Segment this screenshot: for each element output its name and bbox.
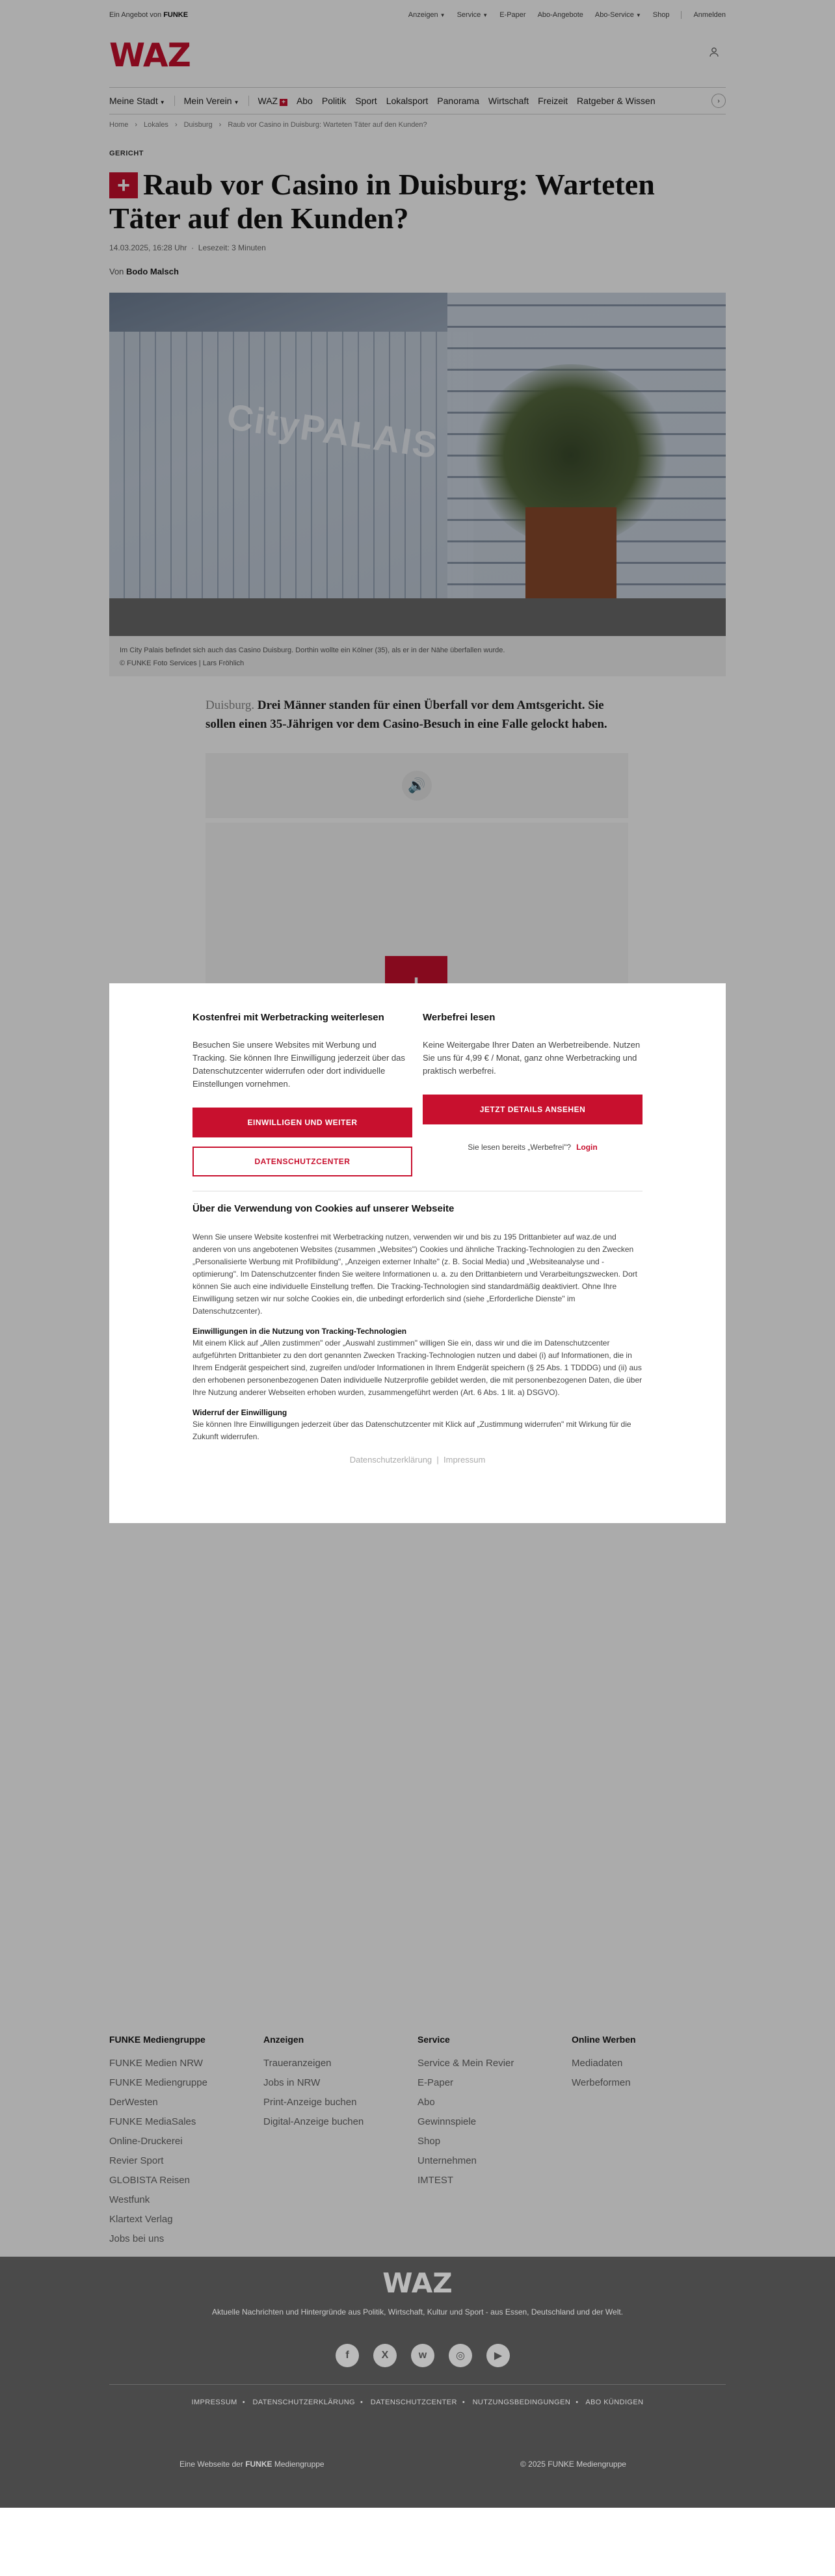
accept-button[interactable]: EINWILLIGEN UND WEITER [192, 1108, 412, 1137]
toplink-shop[interactable]: Shop [652, 11, 670, 19]
whatsapp-icon[interactable]: w [411, 2344, 434, 2367]
toplink-epaper[interactable]: E-Paper [499, 11, 526, 19]
x-icon[interactable]: X [373, 2344, 397, 2367]
footer-link[interactable]: Abo [418, 2097, 435, 2108]
article-date: 14.03.2025, 16:28 Uhr [109, 243, 187, 252]
photo-caption: Im City Palais befindet sich auch das Casino Duisburg. Dorthin wollte ein Kölner (35), als er in der Nähe überfallen wurde. © FUNKE Foto Services | Lars Fröhlich [109, 636, 726, 676]
legal-privacy[interactable]: DATENSCHUTZERKLÄRUNG [252, 2398, 355, 2406]
photo-sign-text: CityPALAIS [224, 395, 441, 466]
footer-link[interactable]: FUNKE Medien NRW [109, 2058, 203, 2069]
chevron-down-icon: ▼ [159, 100, 165, 105]
article-author: Von Bodo Malsch [109, 267, 179, 276]
article-title: + Raub vor Casino in Duisburg: Warteten Täter auf den Kunden? [109, 168, 655, 235]
footer-link[interactable]: IMTEST [418, 2175, 453, 2186]
footer-link[interactable]: FUNKE MediaSales [109, 2116, 196, 2127]
footer-link[interactable]: Digital-Anzeige buchen [263, 2116, 364, 2127]
legal-cancel[interactable]: ABO KÜNDIGEN [585, 2398, 644, 2406]
page-bottom [0, 2508, 835, 2576]
article-meta: 14.03.2025, 16:28 Uhr · Lesezeit: 3 Minuten [109, 243, 266, 252]
nav-item-politik[interactable]: Politik [321, 96, 347, 106]
chevron-down-icon: ▼ [483, 12, 488, 18]
chevron-down-icon: ▼ [233, 100, 239, 105]
legal-terms[interactable]: NUTZUNGSBEDINGUNGEN [472, 2398, 571, 2406]
cookie-section-title: Über die Verwendung von Cookies auf unserer Webseite [192, 1203, 455, 1214]
toplink-abo-angebote[interactable]: Abo-Angebote [537, 11, 583, 19]
login-link[interactable]: Anmelden [693, 11, 726, 19]
youtube-icon[interactable]: ▶ [486, 2344, 510, 2367]
plus-icon: + [109, 172, 138, 198]
footer-link[interactable]: Westfunk [109, 2194, 150, 2205]
plus-badge: + [280, 99, 287, 106]
cookie-paragraph: Wenn Sie unsere Website kostenfrei mit Werbetracking nutzen, verwenden wir und bis zu 195 Drittanbieter auf waz.de und anderen von uns angebotenen Websites (zusammen „Websites") Cookies und ähnliche Tracking-Technologien zu den Zwecken „Personalisierte Werbung mit Profilbildung", „Anzeigen externer Inhalte" (z. B. Social Media) und „Websiteanalyse und -optimierung". Im Datenschutzcenter finden Sie weitere Informationen u. a. zu den Drittanbietern und Verarbeitungszwecken. Dort können Sie auch eine individuelle Einstellung treffen. Die Tracking-Technologien sind standardmäßig deaktiviert. Ohne Ihre Einwilligung setzen wir nur solche Cookies ein, die unbedingt erforderlich sind (siehe „Erforderliche Dienste" im Datenschutzcenter). [192, 1232, 637, 1316]
breadcrumb-home[interactable]: Home [109, 121, 129, 129]
cookie-subheading: Einwilligungen in die Nutzung von Tracking-Technologien [192, 1327, 407, 1336]
footer-link[interactable]: E-Paper [418, 2077, 454, 2088]
nav-item-sport[interactable]: Sport [355, 96, 377, 106]
footer-link[interactable]: Traueranzeigen [263, 2058, 332, 2069]
footer-link[interactable]: DerWesten [109, 2097, 158, 2108]
nav-item-wirtschaft[interactable]: Wirtschaft [488, 96, 529, 106]
reading-time: Lesezeit: 3 Minuten [198, 243, 266, 252]
footer-col-werben: Online Werben Mediadaten Werbeformen [572, 2034, 726, 2249]
footer-link[interactable]: Jobs bei uns [109, 2233, 165, 2244]
cookie-paragraph: Mit einem Klick auf „Allen zustimmen" oder „Auswahl zustimmen" willigen Sie ein, dass wir und die im Datenschutzcenter aufgeführten Drittanbieter zu den dort genannten Zwecken Tracking-Technologien nutzen und dabei (i) auf Informationen, die in Ihrem Endgerät gespeichert sind, zugreifen und/oder Informationen in Ihrem Endgerät speichern (§ 25 Abs. 1 TDDDG) und (ii) aus den erhobenen personenbezogenen Daten individuelle Nutzerprofile gebildet werden, die mit personenbezogenen Daten, die über Ihre Nutzung anderer Webseiten erhoben wurden, zusammengeführt werden (Art. 6 Abs. 1 lit. a) DSGVO). [192, 1338, 643, 1397]
divider [109, 2384, 726, 2385]
nav-item-panorama[interactable]: Panorama [437, 96, 479, 106]
footer-link[interactable]: Shop [418, 2136, 441, 2147]
nav-item-freizeit[interactable]: Freizeit [538, 96, 568, 106]
nav-item-lokalsport[interactable]: Lokalsport [386, 96, 429, 106]
footer-link[interactable]: FUNKE Mediengruppe [109, 2077, 207, 2088]
footer-link[interactable]: Unternehmen [418, 2155, 477, 2166]
chevron-right-icon[interactable]: › [711, 94, 726, 108]
legal-imprint[interactable]: IMPRESSUM [191, 2398, 237, 2406]
footer-link[interactable]: Klartext Verlag [109, 2214, 173, 2225]
toplink-abo-service[interactable]: Abo-Service ▼ [594, 11, 641, 19]
instagram-icon[interactable]: ◎ [449, 2344, 472, 2367]
nav-item-mein-verein[interactable]: Mein Verein ▼ [183, 96, 239, 106]
cookie-paragraph: Sie können Ihre Einwilligungen jederzeit über das Datenschutzcenter mit Klick auf „Zustimmung widerrufen" mit Wirkung für die Zukunft widerrufen. [192, 1420, 631, 1441]
waz-logo[interactable]: WAZ [109, 36, 191, 74]
modal-footer-links: Datenschutzerklärung | Impressum [349, 1455, 486, 1465]
breadcrumb: Home › Lokales › Duisburg › Raub vor Casino in Duisburg: Warteten Täter auf den Kunden? [109, 121, 427, 129]
privacy-link[interactable]: Datenschutzerklärung [349, 1455, 432, 1465]
article-lead: Duisburg. Drei Männer standen für einen Überfall vor dem Amtsgericht. Sie sollen einen 35-Jährigen vor dem Casino-Besuch in eine Falle gelockt haben. [205, 698, 607, 731]
chevron-down-icon: ▼ [635, 12, 641, 18]
consent-right-text: Keine Weitergabe Ihrer Daten an Werbetreibende. Nutzen Sie uns für 4,99 € / Monat, ganz ohne Werbetracking und praktisch werbefrei. [423, 1040, 641, 1076]
footer-link[interactable]: Online-Druckerei [109, 2136, 183, 2147]
privacy-center-button[interactable]: DATENSCHUTZCENTER [192, 1147, 412, 1176]
nav-item-ratgeber[interactable]: Ratgeber & Wissen [577, 96, 656, 106]
nav-item-waz-plus[interactable]: WAZ + [258, 96, 287, 106]
cookie-subheading: Widerruf der Einwilligung [192, 1408, 287, 1417]
nav-item-meine-stadt[interactable]: Meine Stadt ▼ [109, 96, 165, 106]
offer-note: Ein Angebot von FUNKE [109, 11, 189, 19]
copyright: © 2025 FUNKE Mediengruppe [520, 2460, 626, 2469]
footer-logo[interactable]: WAZ [382, 2267, 453, 2299]
footer-link[interactable]: Mediadaten [572, 2058, 623, 2069]
breadcrumb-lokales[interactable]: Lokales [144, 121, 168, 129]
legal-privacy-center[interactable]: DATENSCHUTZCENTER [370, 2398, 457, 2406]
social-links [336, 2344, 510, 2367]
toplink-anzeigen[interactable]: Anzeigen ▼ [408, 11, 445, 19]
footer-tagline: Aktuelle Nachrichten und Hintergründe aus Politik, Wirtschaft, Kultur und Sport - aus Essen, Deutschland und der Welt. [211, 2307, 624, 2317]
footer-link[interactable]: Print-Anzeige buchen [263, 2097, 357, 2108]
site-footer [0, 2257, 835, 2508]
footer-link[interactable]: GLOBISTA Reisen [109, 2175, 190, 2186]
login-link[interactable]: Login [576, 1143, 598, 1152]
footer-link[interactable]: Jobs in NRW [263, 2077, 321, 2088]
funke-brand[interactable]: FUNKE [163, 11, 189, 19]
footer-owner: Eine Webseite der FUNKE Mediengruppe [179, 2460, 325, 2469]
footer-link[interactable]: Werbeformen [572, 2077, 631, 2088]
legal-links: IMPRESSUM • DATENSCHUTZERKLÄRUNG • DATENSCHUTZCENTER • NUTZUNGSBEDINGUNGEN • ABO KÜNDIGEN [191, 2398, 644, 2406]
footer-links [109, 2034, 726, 2249]
consent-left-text: Besuchen Sie unsere Websites mit Werbung und Tracking. Sie können Ihre Einwilligung jederzeit über das Datenschutzcenter widerrufen oder dort individuelle Einstellungen vornehmen. [192, 1040, 405, 1089]
author-link[interactable]: Bodo Malsch [126, 267, 179, 276]
footer-link[interactable]: Revier Sport [109, 2155, 164, 2166]
article-kicker: GERICHT [109, 150, 144, 157]
toplink-service[interactable]: Service ▼ [457, 11, 488, 19]
details-button[interactable]: JETZT DETAILS ANSEHEN [423, 1095, 643, 1124]
chevron-down-icon: ▼ [440, 12, 445, 18]
footer-link[interactable]: Gewinnspiele [418, 2116, 477, 2127]
footer-col-service: Service Service & Mein Revier E-Paper Abo Gewinnspiele Shop Unternehmen IMTEST [418, 2034, 572, 2249]
photo-credit: © FUNKE Foto Services | Lars Fröhlich [120, 659, 245, 667]
already-subscriber: Sie lesen bereits „Werbefrei"? Login [468, 1143, 598, 1152]
consent-modal [109, 983, 726, 1523]
consent-left-title: Kostenfrei mit Werbetracking weiterlesen [192, 1012, 384, 1023]
footer-link[interactable]: Service & Mein Revier [418, 2058, 514, 2069]
footer-col-funke: FUNKE Mediengruppe FUNKE Medien NRW FUNKE Mediengruppe DerWesten FUNKE MediaSales Online-Druckerei Revier Sport GLOBISTA Reisen Westfunk Klartext Verlag Jobs bei uns [109, 2034, 263, 2249]
facebook-icon[interactable]: f [336, 2344, 359, 2367]
nav-item-abo[interactable]: Abo [296, 96, 313, 106]
footer-col-anzeigen: Anzeigen Traueranzeigen Jobs in NRW Print-Anzeige buchen Digital-Anzeige buchen [263, 2034, 418, 2249]
breadcrumb-duisburg[interactable]: Duisburg [183, 121, 213, 129]
consent-right-title: Werbefrei lesen [423, 1012, 496, 1023]
speaker-icon[interactable]: 🔊 [402, 771, 432, 801]
imprint-link[interactable]: Impressum [444, 1455, 486, 1465]
breadcrumb-current: Raub vor Casino in Duisburg: Warteten Täter auf den Kunden? [228, 121, 427, 129]
